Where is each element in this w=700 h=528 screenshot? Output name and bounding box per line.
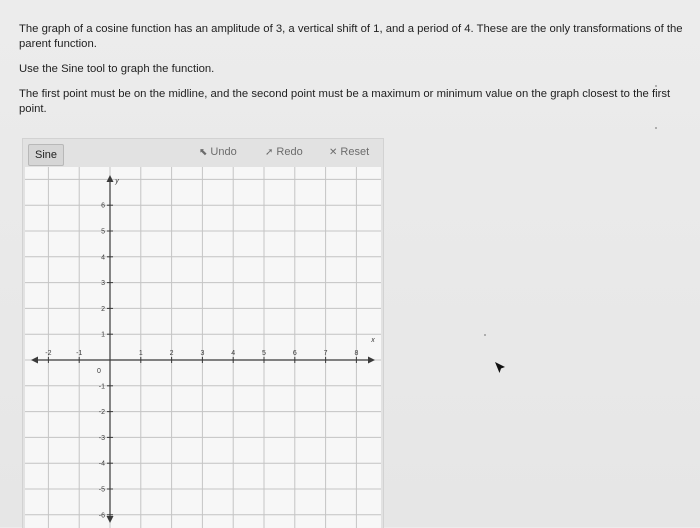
y-tick-label: -2 <box>98 409 105 417</box>
sine-tool-button[interactable]: Sine <box>28 144 64 166</box>
x-tick-label: 5 <box>262 350 266 357</box>
reset-label: Reset <box>340 146 370 158</box>
graph-toolbar <box>23 139 383 169</box>
y-tick-label: -6 <box>98 512 105 520</box>
y-tick-label: 2 <box>101 305 105 313</box>
x-tick-label: 6 <box>292 350 297 357</box>
y-tick-label: 5 <box>101 228 105 236</box>
x-tick-label: 1 <box>138 350 143 357</box>
redo-label: Redo <box>276 146 303 158</box>
grid-lines <box>25 167 381 528</box>
y-tick-label: -1 <box>98 383 105 391</box>
redo-button[interactable] <box>265 146 303 158</box>
x-axis-label: x <box>371 337 375 344</box>
y-axis-label: y <box>115 178 119 185</box>
stray-mark <box>655 127 657 129</box>
stray-mark <box>655 85 657 87</box>
mouse-cursor-icon <box>494 361 508 375</box>
y-tick-label: 4 <box>101 254 105 262</box>
plot-background <box>25 167 381 528</box>
redo-icon: ➚ <box>265 147 274 158</box>
y-tick-label: -5 <box>98 486 105 494</box>
prompt-description: The graph of a cosine function has an amplitude of 3, a vertical shift of 1, and a period of 4. These are the only transformations of the parent function. <box>19 23 683 50</box>
x-tick-label: 8 <box>354 350 359 357</box>
undo-button[interactable] <box>199 146 237 158</box>
y-tick-label: 6 <box>101 202 105 210</box>
prompt-instruction: Use the Sine tool to graph the function. <box>19 63 215 75</box>
prompt-constraint: The first point must be on the midline, and the second point must be a maximum or minimum value on the graph closest to the first point. <box>19 88 671 115</box>
y-tick-label: 3 <box>101 280 105 288</box>
coordinate-plane[interactable] <box>25 167 381 528</box>
question-prompt <box>19 22 689 127</box>
y-tick-label: -3 <box>98 434 105 442</box>
x-tick-label: 7 <box>323 350 328 357</box>
x-tick-label: -1 <box>76 350 83 357</box>
undo-icon: ⬉ <box>199 147 208 158</box>
x-tick-label: 4 <box>231 350 236 357</box>
undo-label: Undo <box>210 146 237 158</box>
y-tick-label: 1 <box>101 331 105 339</box>
x-tick-label: -2 <box>45 350 52 357</box>
reset-button[interactable] <box>329 146 369 158</box>
x-tick-label: 3 <box>200 350 205 357</box>
origin-label: 0 <box>97 368 101 375</box>
graphing-widget <box>22 138 384 528</box>
stray-mark <box>484 334 486 336</box>
y-tick-label: -4 <box>98 460 105 468</box>
close-icon: ✕ <box>329 147 338 158</box>
x-tick-label: 2 <box>169 350 174 357</box>
